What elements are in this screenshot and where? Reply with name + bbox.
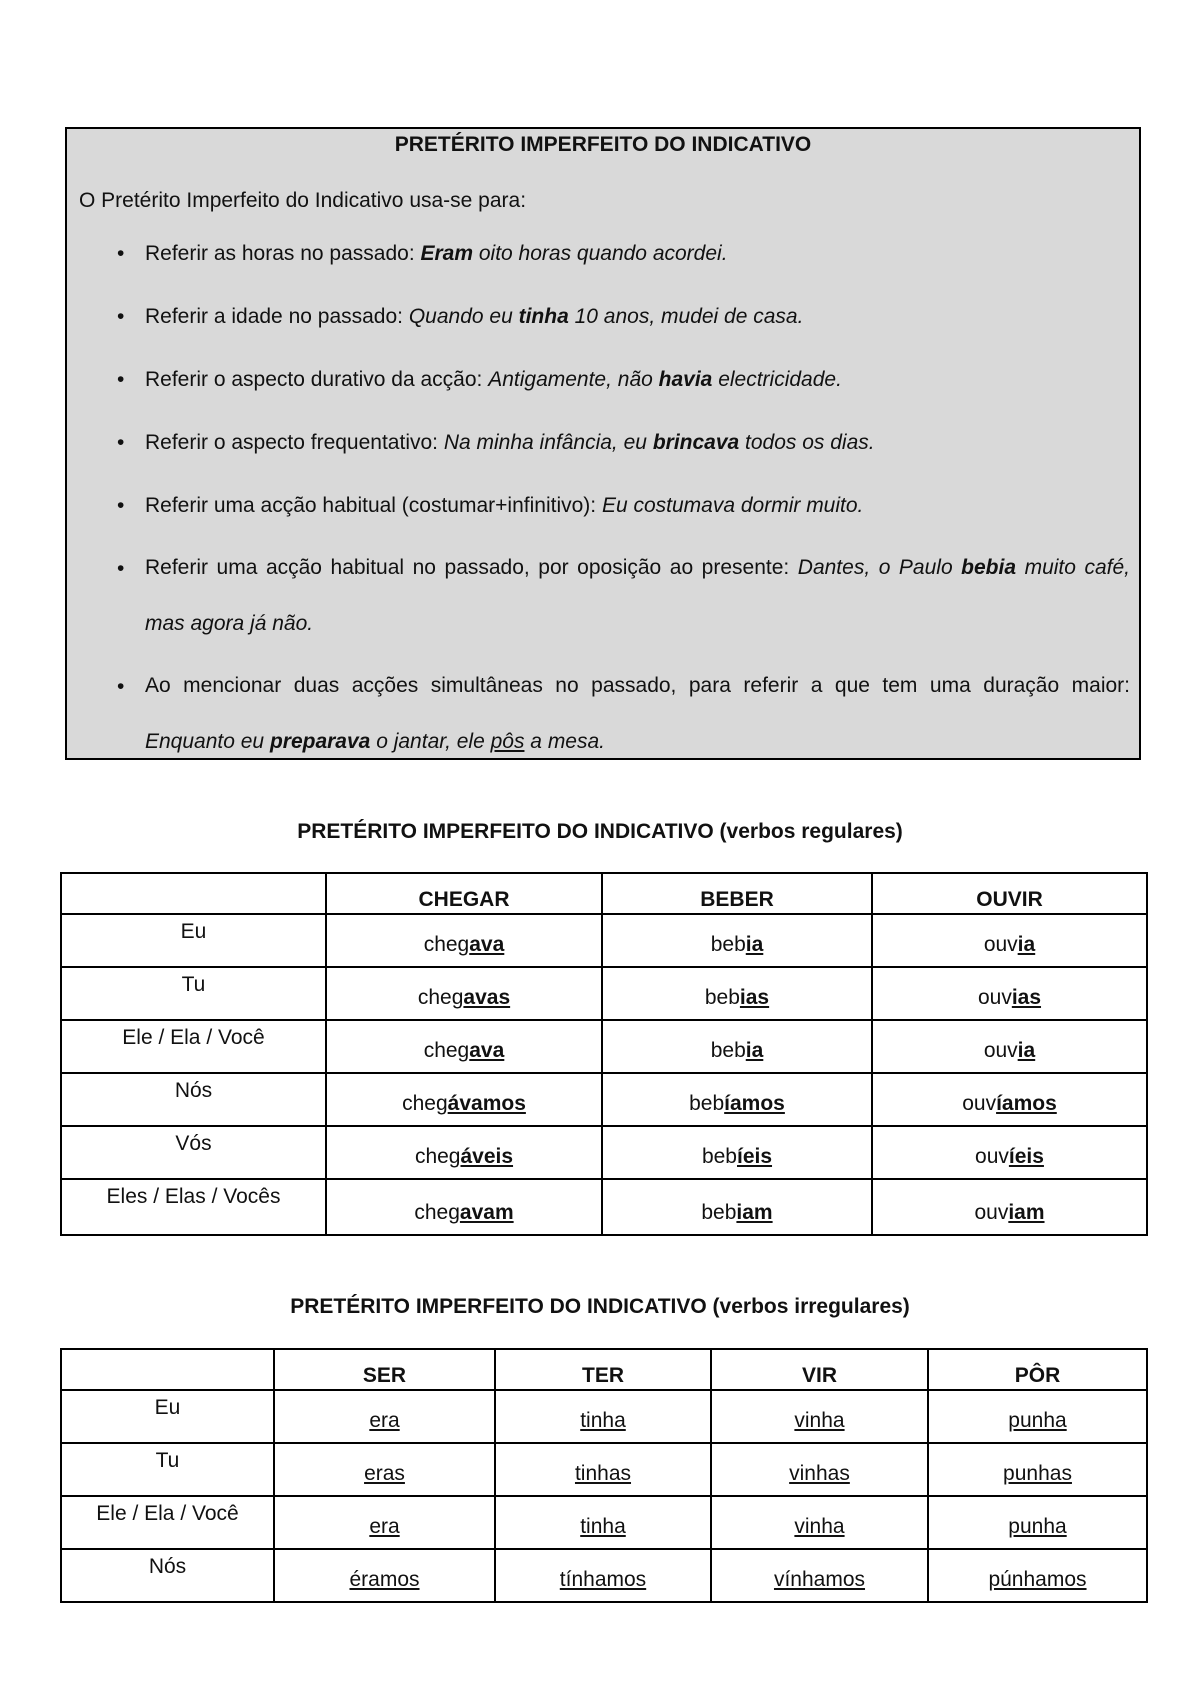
verb-stem: ouv <box>983 1039 1018 1062</box>
bullet-text: Ao mencionar duas acções simultâneas no passado, para referir a que tem uma duração maior: <box>145 674 1130 697</box>
header-cell: VIR <box>711 1349 928 1390</box>
verb-ending: íeis <box>1008 1145 1044 1168</box>
example-verb: brincava <box>652 431 740 454</box>
verb-ending: ias <box>1011 986 1042 1009</box>
conjugation-cell <box>274 1549 495 1602</box>
verb-ending: ias <box>739 986 770 1009</box>
example-text: a mesa. <box>524 730 606 753</box>
conjugation-cell <box>602 914 872 967</box>
table-row <box>61 1179 1147 1235</box>
person-label: Nós <box>61 1549 274 1602</box>
conjugation-cell <box>326 967 602 1020</box>
verb-stem: beb <box>701 1145 737 1168</box>
example-verb: tinha <box>518 305 569 328</box>
table-row <box>61 1020 1147 1073</box>
conjugation-cell <box>602 1126 872 1179</box>
conjugation-cell <box>872 967 1147 1020</box>
example-text: Eu costumava dormir muito. <box>601 494 864 517</box>
conjugation-cell <box>495 1496 711 1549</box>
usage-box-title: PRETÉRITO IMPERFEITO DO INDICATIVO <box>394 133 812 156</box>
verb-ending: ava <box>469 1039 505 1062</box>
example-text: muito café, mas agora já não. <box>145 556 1130 635</box>
example-text: Quando eu <box>408 305 519 328</box>
conjugation-cell <box>711 1390 928 1443</box>
person-label: Eu <box>61 914 326 967</box>
verb-form: era <box>369 1409 400 1432</box>
conjugation-cell <box>928 1390 1147 1443</box>
verb-ending: ia <box>1017 933 1036 956</box>
example-text: Na minha infância, eu <box>443 431 653 454</box>
verb-ending: ia <box>745 933 764 956</box>
irregular-table-title: PRETÉRITO IMPERFEITO DO INDICATIVO (verbos irregulares) <box>290 1295 910 1318</box>
header-cell: SER <box>274 1349 495 1390</box>
conjugation-cell <box>711 1549 928 1602</box>
verb-form: era <box>369 1515 400 1538</box>
verb-stem: beb <box>689 1092 725 1115</box>
verb-form: vinha <box>794 1409 845 1432</box>
irregular-verbs-table <box>60 1348 1148 1603</box>
conjugation-cell <box>326 1126 602 1179</box>
bullet-text: Referir as horas no passado: <box>145 242 421 265</box>
bullet-text: Referir a idade no passado: <box>145 305 409 328</box>
verb-ending: íamos <box>724 1092 785 1115</box>
verb-form: eras <box>364 1462 405 1485</box>
example-text: 10 anos, mudei de casa. <box>568 305 804 328</box>
table-row <box>61 1073 1147 1126</box>
bullet-icon: • <box>117 242 125 265</box>
verb-ending: íamos <box>996 1092 1057 1115</box>
verb-stem: ouv <box>974 1201 1009 1224</box>
header-cell: CHEGAR <box>326 873 602 914</box>
verb-ending: iam <box>736 1201 773 1224</box>
bullet-text: Referir o aspecto frequentativo: <box>145 431 444 454</box>
conjugation-cell <box>928 1549 1147 1602</box>
example-text: todos os dias. <box>739 431 875 454</box>
verb-stem: beb <box>704 986 740 1009</box>
table-header-row <box>61 873 1147 914</box>
person-label: Eles / Elas / Vocês <box>61 1179 326 1235</box>
verb-stem: cheg <box>414 1201 460 1224</box>
conjugation-cell <box>872 1179 1147 1235</box>
conjugation-cell <box>872 1073 1147 1126</box>
conjugation-cell <box>711 1496 928 1549</box>
example-text: electricidade. <box>712 368 842 391</box>
verb-stem: beb <box>701 1201 737 1224</box>
verb-form: vínhamos <box>773 1568 866 1591</box>
verb-stem: cheg <box>423 933 470 956</box>
verb-ending: ia <box>1017 1039 1036 1062</box>
example-verb: havia <box>658 368 713 391</box>
example-text: Antigamente, não <box>488 368 659 391</box>
bullet-icon: • <box>117 557 125 580</box>
person-label: Ele / Ela / Você <box>61 1020 326 1073</box>
example-text: Enquanto eu <box>145 730 270 753</box>
verb-stem: cheg <box>402 1092 448 1115</box>
verb-form: tinhas <box>574 1462 632 1485</box>
usage-intro: O Pretérito Imperfeito do Indicativo usa-se para: <box>79 189 527 212</box>
conjugation-cell <box>274 1496 495 1549</box>
table-row <box>61 1126 1147 1179</box>
person-label: Ele / Ela / Você <box>61 1496 274 1549</box>
header-cell: PÔR <box>928 1349 1147 1390</box>
header-cell <box>61 873 326 914</box>
verb-form: éramos <box>349 1568 420 1591</box>
conjugation-cell <box>274 1443 495 1496</box>
conjugation-cell <box>326 914 602 967</box>
conjugation-cell <box>495 1443 711 1496</box>
verb-form: vinhas <box>789 1462 850 1485</box>
usage-box <box>65 127 1141 760</box>
conjugation-cell <box>711 1443 928 1496</box>
verb-stem: cheg <box>417 986 464 1009</box>
bullet-text: Referir uma acção habitual (costumar+infinitivo): <box>145 494 602 517</box>
conjugation-cell <box>872 1020 1147 1073</box>
verb-ending: íeis <box>737 1145 773 1168</box>
conjugation-cell <box>928 1443 1147 1496</box>
verb-stem: ouv <box>977 986 1012 1009</box>
person-label: Tu <box>61 1443 274 1496</box>
conjugation-cell <box>602 1073 872 1126</box>
verb-form: tinha <box>580 1409 626 1432</box>
verb-ending: iam <box>1008 1201 1045 1224</box>
verb-stem: ouv <box>983 933 1018 956</box>
verb-form: punha <box>1008 1515 1067 1538</box>
verb-form: punha <box>1008 1409 1067 1432</box>
bullet-text: Referir o aspecto durativo da acção: <box>145 368 489 391</box>
table-row <box>61 1443 1147 1496</box>
verb-ending: avam <box>459 1201 514 1224</box>
verb-form: tinha <box>580 1515 626 1538</box>
conjugation-cell <box>928 1496 1147 1549</box>
conjugation-cell <box>274 1390 495 1443</box>
header-cell: BEBER <box>602 873 872 914</box>
header-cell <box>61 1349 274 1390</box>
conjugation-cell <box>326 1179 602 1235</box>
conjugation-cell <box>602 1179 872 1235</box>
verb-form: púnhamos <box>988 1568 1087 1591</box>
conjugation-cell <box>326 1020 602 1073</box>
bullet-icon: • <box>117 675 125 698</box>
verb-form: vinha <box>794 1515 845 1538</box>
table-row <box>61 1496 1147 1549</box>
conjugation-cell <box>872 914 1147 967</box>
person-label: Nós <box>61 1073 326 1126</box>
person-label: Vós <box>61 1126 326 1179</box>
verb-ending: ávamos <box>447 1092 526 1115</box>
regular-table-title: PRETÉRITO IMPERFEITO DO INDICATIVO (verbos regulares) <box>297 820 903 843</box>
example-text: Dantes, o Paulo <box>797 556 962 579</box>
verb-stem: beb <box>710 1039 746 1062</box>
table-row <box>61 1549 1147 1602</box>
verb-ending: ava <box>469 933 505 956</box>
bullet-icon: • <box>117 431 125 454</box>
example-verb: preparava <box>269 730 371 753</box>
example-verb: bebia <box>961 556 1017 579</box>
regular-verbs-table <box>60 872 1148 1236</box>
person-label: Eu <box>61 1390 274 1443</box>
bullet-icon: • <box>117 368 125 391</box>
verb-ending: avas <box>463 986 511 1009</box>
verb-ending: ia <box>745 1039 764 1062</box>
verb-stem: cheg <box>423 1039 470 1062</box>
verb-ending: áveis <box>460 1145 514 1168</box>
conjugation-cell <box>602 1020 872 1073</box>
table-row <box>61 1390 1147 1443</box>
example-text: oito horas quando acordei. <box>473 242 728 265</box>
bullet-icon: • <box>117 305 125 328</box>
person-label: Tu <box>61 967 326 1020</box>
conjugation-cell <box>602 967 872 1020</box>
conjugation-cell <box>872 1126 1147 1179</box>
verb-stem: ouv <box>962 1092 997 1115</box>
verb-stem: cheg <box>414 1145 461 1168</box>
example-verb-underlined: pôs <box>490 730 525 753</box>
verb-form: tínhamos <box>559 1568 647 1591</box>
bullet-text: Referir uma acção habitual no passado, por oposição ao presente: <box>145 556 798 579</box>
verb-form: punhas <box>1003 1462 1072 1485</box>
conjugation-cell <box>326 1073 602 1126</box>
conjugation-cell <box>495 1390 711 1443</box>
header-cell: OUVIR <box>872 873 1147 914</box>
bullet-icon: • <box>117 494 125 517</box>
table-header-row <box>61 1349 1147 1390</box>
header-cell: TER <box>495 1349 711 1390</box>
table-row <box>61 967 1147 1020</box>
verb-stem: ouv <box>975 1145 1009 1168</box>
conjugation-cell <box>495 1549 711 1602</box>
example-text: o jantar, ele <box>370 730 491 753</box>
example-verb: Eram <box>420 242 474 265</box>
verb-stem: beb <box>710 933 746 956</box>
table-row <box>61 914 1147 967</box>
